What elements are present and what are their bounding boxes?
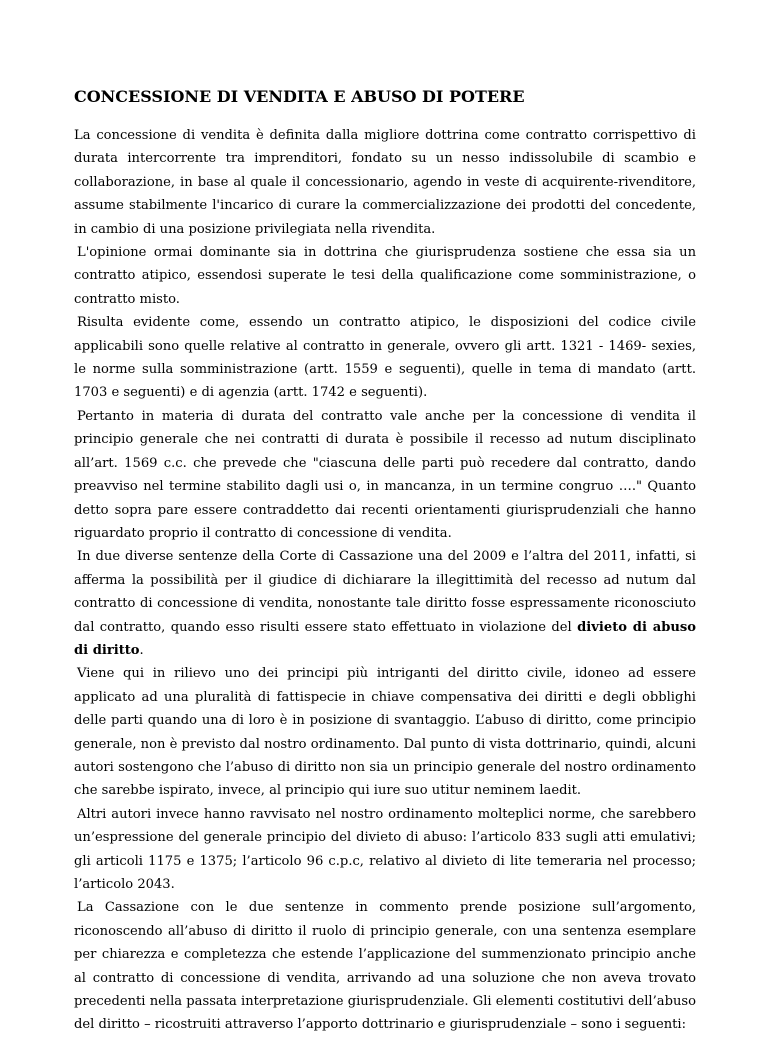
bold-term-abuso-di-diritto: divieto di abuso di diritto [74, 619, 696, 658]
paragraph-3: Risulta evidente come, essendo un contratto atipico, le disposizioni del codice civile applicabili sono quelle relative al contratto in generale, ovvero gli artt. 1321 - 1469- sexies, le norme sulla somministrazione (artt. 1559 e seguenti), quelle in tema di mandato (artt. 1703 e seguenti) e di agenzia (artt. 1742 e seguenti). [74, 315, 696, 401]
paragraph-5: In due diverse sentenze della Corte di Cassazione una del 2009 e l’altra del 2011, infatti, si afferma la possibilità per il giudice di dichiarare la illegittimità del recesso ad nutum dal contratto di concessione di vendita, nonostante tale diritto fosse espressamente riconosciuto dal contratto, quando esso risulti essere stato effettuato in violazione del divieto di abuso di diritto. [74, 549, 696, 658]
paragraph-5-text: In due diverse sentenze della Corte di Cassazione una del 2009 e l’altra del 2011, infatti, si afferma la possibilità per il giudice di dichiarare la illegittimità del recesso ad nutum dal contratto di concessione di vendita, nonostante tale diritto fosse espressamente riconosciuto dal contratto, quando esso risulti essere stato effettuato in violazione del [74, 549, 696, 635]
document-page [74, 86, 696, 1037]
document-title: CONCESSIONE DI VENDITA E ABUSO DI POTERE [74, 87, 525, 106]
document-body [74, 124, 696, 1037]
paragraph-4: Pertanto in materia di durata del contratto vale anche per la concessione di vendita il principio generale che nei contratti di durata è possibile il recesso ad nutum disciplinato all’art. 1569 c.c. che prevede che "ciascuna delle parti può recedere dal contratto, dando preavviso nel termine stabilito dagli usi o, in mancanza, in un termine congruo …." Quanto detto sopra pare essere contraddetto dai recenti orientamenti giurisprudenziali che hanno riguardato proprio il contratto di concessione di vendita. [74, 408, 696, 541]
paragraph-6: Viene qui in rilievo uno dei principi più intriganti del diritto civile, idoneo ad essere applicato ad una pluralità di fattispecie in chiave compensativa dei diritti e degli obblighi delle parti quando una di loro è in posizione di svantaggio. L’abuso di diritto, come principio generale, non è previsto dal nostro ordinamento. Dal punto di vista dottrinario, quindi, alcuni autori sostengono che l’abuso di diritto non sia un principio generale del nostro ordinamento che sarebbe ispirato, invece, al principio qui iure suo utitur neminem laedit. [74, 666, 696, 799]
paragraph-1: La concessione di vendita è definita dalla migliore dottrina come contratto corrispettivo di durata intercorrente tra imprenditori, fondato su un nesso indissolubile di scambio e collaborazione, in base al quale il concessionario, agendo in veste di acquirente-rivenditore, assume stabilmente l'incarico di curare la commercializzazione dei prodotti del concedente, in cambio di una posizione privilegiata nella rivendita. [74, 128, 696, 237]
paragraph-2: L'opinione ormai dominante sia in dottrina che giurisprudenza sostiene che essa sia un contratto atipico, essendosi superate le tesi della qualificazione come somministrazione, o contratto misto. [74, 245, 696, 307]
paragraph-8: La Cassazione con le due sentenze in commento prende posizione sull’argomento, riconoscendo all’abuso di diritto il ruolo di principio generale, con una sentenza esemplare per chiarezza e completezza che estende l’applicazione del summenzionato principio anche al contratto di concessione di vendita, arrivando ad una soluzione che non aveva trovato precedenti nella passata interpretazione giurisprudenziale. Gli elementi costitutivi dell’abuso del diritto – ricostruiti attraverso l’apporto dottrinario e giurisprudenziale – sono i seguenti: [74, 900, 696, 1033]
paragraph-7: Altri autori invece hanno ravvisato nel nostro ordinamento molteplici norme, che sarebbero un’espressione del generale principio del divieto di abuso: l’articolo 833 sugli atti emulativi; gli articoli 1175 e 1375; l’articolo 96 c.p.c, relativo al divieto di lite temeraria nel processo; l’articolo 2043. [74, 806, 696, 892]
